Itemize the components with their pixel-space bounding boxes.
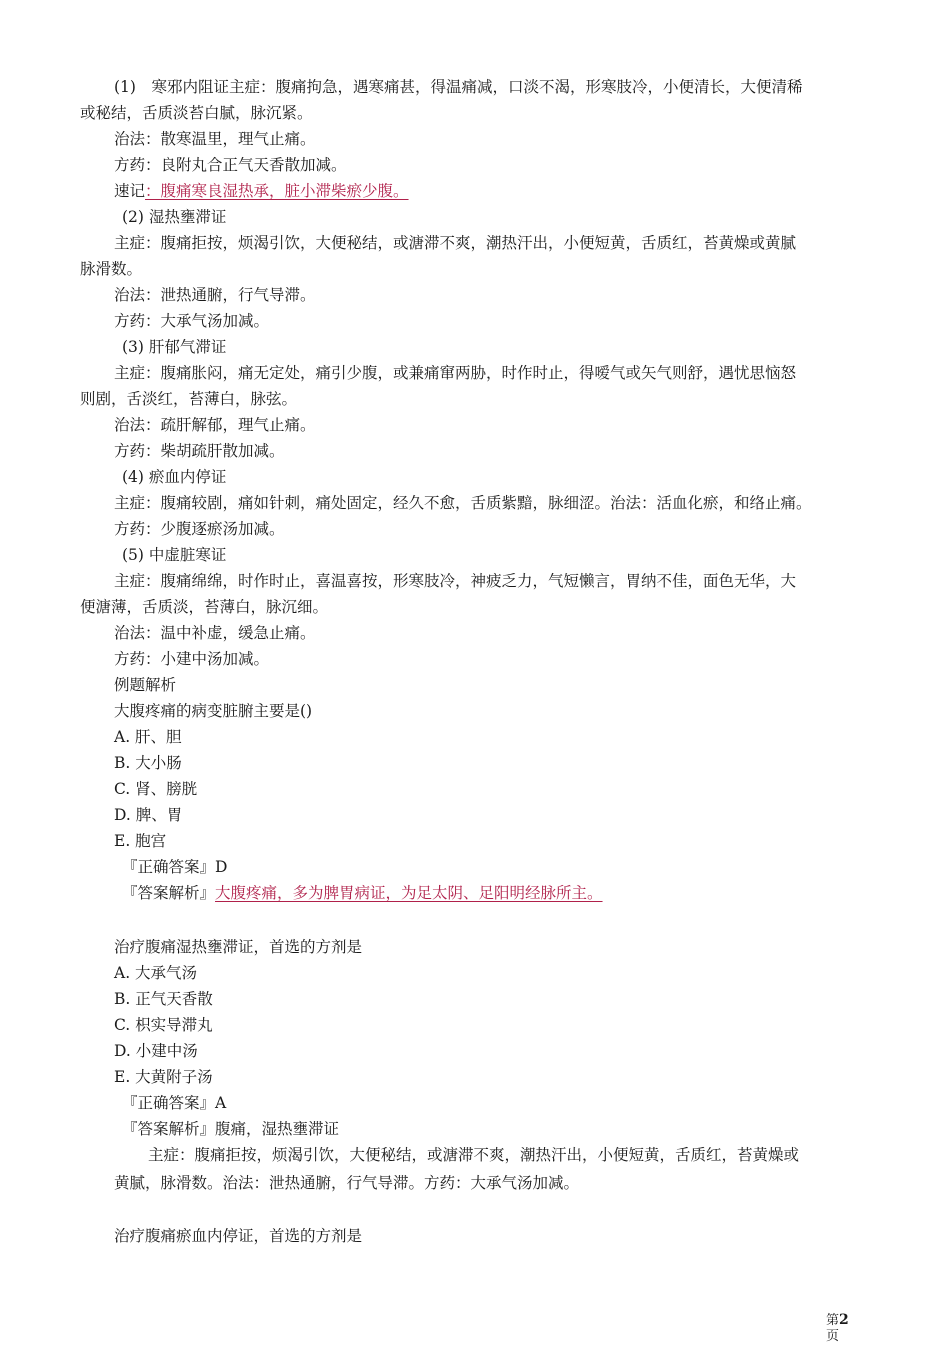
page-number: 2 [839, 1312, 849, 1328]
q2-option-a: A. 大承气汤 [114, 964, 198, 982]
q2-detail: 主症：腹痛拒按，烦渴引饮，大便秘结，或溏滞不爽，潮热汗出，小便短黄，舌质红，苔黄燥或 [148, 1146, 800, 1164]
q2-detail-continued: 黄腻，脉滑数。治法：泄热通腑，行气导滞。方药：大承气汤加减。 [114, 1174, 580, 1192]
q1-analysis [122, 883, 603, 903]
q2-option-c: C. 枳实导滞丸 [114, 1016, 213, 1034]
s5-prescription: 方药：小建中汤加减。 [114, 650, 270, 668]
s2-title: (2) 湿热壅滞证 [122, 208, 227, 226]
s4-prescription: 方药：少腹逐瘀汤加减。 [114, 520, 285, 538]
q2-option-e: E. 大黄附子汤 [114, 1068, 213, 1086]
q2-answer: 『正确答案』A [122, 1094, 227, 1112]
q3-stem: 治疗腹痛瘀血内停证，首选的方剂是 [114, 1227, 363, 1245]
page-prefix: 第 [826, 1313, 840, 1328]
s5-treatment: 治法：温中补虚，缓急止痛。 [114, 624, 316, 642]
s3-title: (3) 肝郁气滞证 [122, 338, 227, 356]
page-number-footer [826, 1312, 849, 1345]
s2-symptom: 主症：腹痛拒按，烦渴引饮，大便秘结，或溏滞不爽，潮热汗出，小便短黄，舌质红，苔黄燥或黄腻 [114, 234, 797, 252]
example-heading: 例题解析 [114, 676, 177, 694]
q2-option-d: D. 小建中汤 [114, 1042, 198, 1060]
s4-symptom: 主症：腹痛较剧，痛如针刺，痛处固定，经久不愈，舌质紫黯，脉细涩。治法：活血化瘀，和络止痛。 [114, 494, 812, 512]
q2-option-b: B. 正气天香散 [114, 990, 213, 1008]
s4-title: (4) 瘀血内停证 [122, 468, 227, 486]
q1-option-e: E. 胞宫 [114, 832, 167, 850]
q1-option-c: C. 肾、膀胱 [114, 780, 198, 798]
q1-option-d: D. 脾、胃 [114, 806, 183, 824]
s5-title: (5) 中虚脏寒证 [122, 546, 227, 564]
q1-option-a: A. 肝、胆 [114, 728, 182, 746]
q1-stem: 大腹疼痛的病变脏腑主要是() [114, 702, 313, 720]
q1-analysis-text: 大腹疼痛，多为脾胃病证，为足太阴、足阳明经脉所主。 [215, 884, 603, 902]
s1-memo [114, 181, 409, 201]
s2-symptom-continued: 脉滑数。 [80, 260, 143, 278]
memo-text: ：腹痛寒良湿热承，脏小滞柴瘀少腹。 [145, 182, 409, 200]
s1-head-line: (1) 寒邪内阻证主症：腹痛拘急，遇寒痛甚，得温痛减，口淡不渴，形寒肢冷，小便清长，大便清稀 [114, 78, 803, 96]
s5-symptom: 主症：腹痛绵绵，时作时止，喜温喜按，形寒肢冷，神疲乏力，气短懒言，胃纳不佳，面色无华，大 [114, 572, 797, 590]
page-suffix: 页 [826, 1329, 840, 1344]
q2-stem: 治疗腹痛湿热壅滞证，首选的方剂是 [114, 938, 363, 956]
s3-prescription: 方药：柴胡疏肝散加减。 [114, 442, 285, 460]
s2-treatment: 治法：泄热通腑，行气导滞。 [114, 286, 316, 304]
s1-head-continued: 或秘结，舌质淡苔白腻，脉沉紧。 [80, 104, 313, 122]
q2-analysis: 『答案解析』腹痛，湿热壅滞证 [122, 1120, 340, 1138]
s3-symptom-continued: 则剧，舌淡红，苔薄白，脉弦。 [80, 390, 298, 408]
s5-symptom-continued: 便溏薄，舌质淡，苔薄白，脉沉细。 [80, 598, 329, 616]
q1-option-b: B. 大小肠 [114, 754, 182, 772]
memo-label: 速记 [114, 182, 146, 200]
q1-analysis-label: 『答案解析』 [122, 884, 216, 902]
s3-treatment: 治法：疏肝解郁，理气止痛。 [114, 416, 316, 434]
q1-answer: 『正确答案』D [122, 858, 228, 876]
s1-prescription: 方药：良附丸合正气天香散加减。 [114, 156, 347, 174]
s3-symptom: 主症：腹痛胀闷，痛无定处，痛引少腹，或兼痛窜两胁，时作时止，得嗳气或矢气则舒，遇忧思恼怒 [114, 364, 797, 382]
s2-prescription: 方药：大承气汤加减。 [114, 312, 270, 330]
s1-treatment: 治法：散寒温里，理气止痛。 [114, 130, 316, 148]
